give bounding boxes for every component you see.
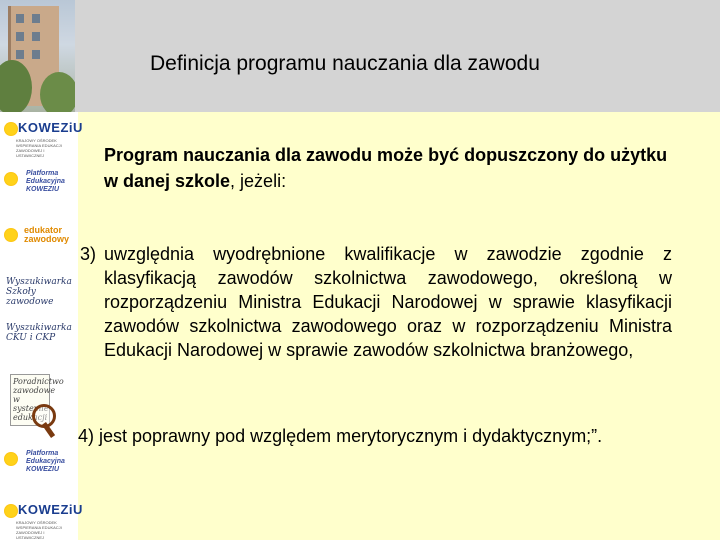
- window: [32, 32, 40, 41]
- platforma-edukacyjna-logo-2[interactable]: [2, 446, 76, 480]
- platforma-logo-line3: KOWEZIU: [26, 186, 60, 193]
- poradnictwo-logo-text: Poradnictwo zawodowe w systemie edukacji: [10, 374, 50, 426]
- list-item-4: 4) jest poprawny pod względem merytorycznym i dydaktycznym;”.: [78, 426, 603, 446]
- tree: [40, 72, 75, 112]
- edukator-zawodowy-logo[interactable]: [2, 222, 76, 256]
- platforma-logo-text: [26, 450, 65, 474]
- platforma-logo-line1: Platforma: [26, 170, 59, 177]
- wyszukiwarka-szkol-line1: Wyszukiwarka: [6, 277, 72, 287]
- koweziu-logo-2[interactable]: [2, 498, 83, 540]
- platforma-logo-line3: KOWEZIU: [26, 466, 60, 473]
- window: [16, 50, 24, 59]
- list-item-3: [80, 242, 672, 362]
- slide-header: [0, 0, 720, 112]
- edukator-logo-line1: edukator: [24, 225, 63, 235]
- koweziu-logo[interactable]: [2, 116, 83, 158]
- wyszukiwarka-cku-text: [6, 323, 72, 343]
- koweziu-logo-name: KOWEZiU: [18, 120, 83, 135]
- logo-sidebar: [0, 112, 83, 540]
- edukator-logo-text: [24, 226, 69, 244]
- wyszukiwarka-cku-logo[interactable]: [2, 320, 76, 354]
- slide-title: Definicja programu nauczania dla zawodu: [150, 52, 540, 75]
- wyszukiwarka-szkol-logo[interactable]: [2, 274, 76, 308]
- sun-icon: [4, 228, 18, 242]
- sun-icon: [4, 172, 18, 186]
- intro-paragraph: [104, 142, 684, 194]
- list-item-3-text: uwzględnia wyodrębnione kwalifikacje w zawodzie zgodnie z klasyfikacją zawodów szkolnictwa zawodowego, określoną w rozporządzeniu Ministra Edukacji Narodowej w sprawie klasyfikacji zawodów szkolnictwa zawodowego oraz w rozporządzeniu Ministra Edukacji Narodowej w sprawie zawodów szkolnictwa branżowego,: [104, 244, 672, 360]
- window: [16, 14, 24, 23]
- platforma-logo-line1: Platforma: [26, 450, 59, 457]
- poradnictwo-zawodowe-logo[interactable]: [2, 370, 76, 450]
- platforma-logo-line2: Edukacyjna: [26, 458, 65, 465]
- wyszukiwarka-szkol-line2: Szkoły zawodowe: [6, 287, 54, 307]
- platforma-logo-line2: Edukacyjna: [26, 178, 65, 185]
- sun-icon: [4, 452, 18, 466]
- wyszukiwarka-szkol-text: [6, 277, 76, 307]
- sun-icon: [4, 122, 18, 136]
- sun-icon: [4, 504, 18, 518]
- intro-bold-text: Program nauczania dla zawodu może być dopuszczony do użytku w danej szkole: [104, 145, 668, 191]
- window: [16, 32, 24, 41]
- platforma-logo-text: [26, 170, 65, 194]
- koweziu-logo-name: KOWEZiU: [18, 502, 83, 517]
- window: [32, 14, 40, 23]
- platforma-edukacyjna-logo[interactable]: [2, 166, 76, 200]
- wyszukiwarka-cku-line2: CKU i CKP: [6, 333, 56, 343]
- wyszukiwarka-cku-line1: Wyszukiwarka: [6, 323, 72, 333]
- edukator-logo-line2: zawodowy: [24, 234, 70, 244]
- list-item-3-number: 3): [80, 244, 97, 264]
- koweziu-logo-subtitle: KRAJOWY OŚRODEK WSPIERANIA EDUKACJI ZAWODOWEJ I USTAWICZNEJ: [16, 520, 62, 540]
- window: [32, 50, 40, 59]
- koweziu-logo-subtitle: KRAJOWY OŚRODEK WSPIERANIA EDUKACJI ZAWODOWEJ I USTAWICZNEJ: [16, 138, 62, 158]
- building-photo: [0, 0, 75, 112]
- intro-rest-text: , jeżeli:: [230, 171, 287, 191]
